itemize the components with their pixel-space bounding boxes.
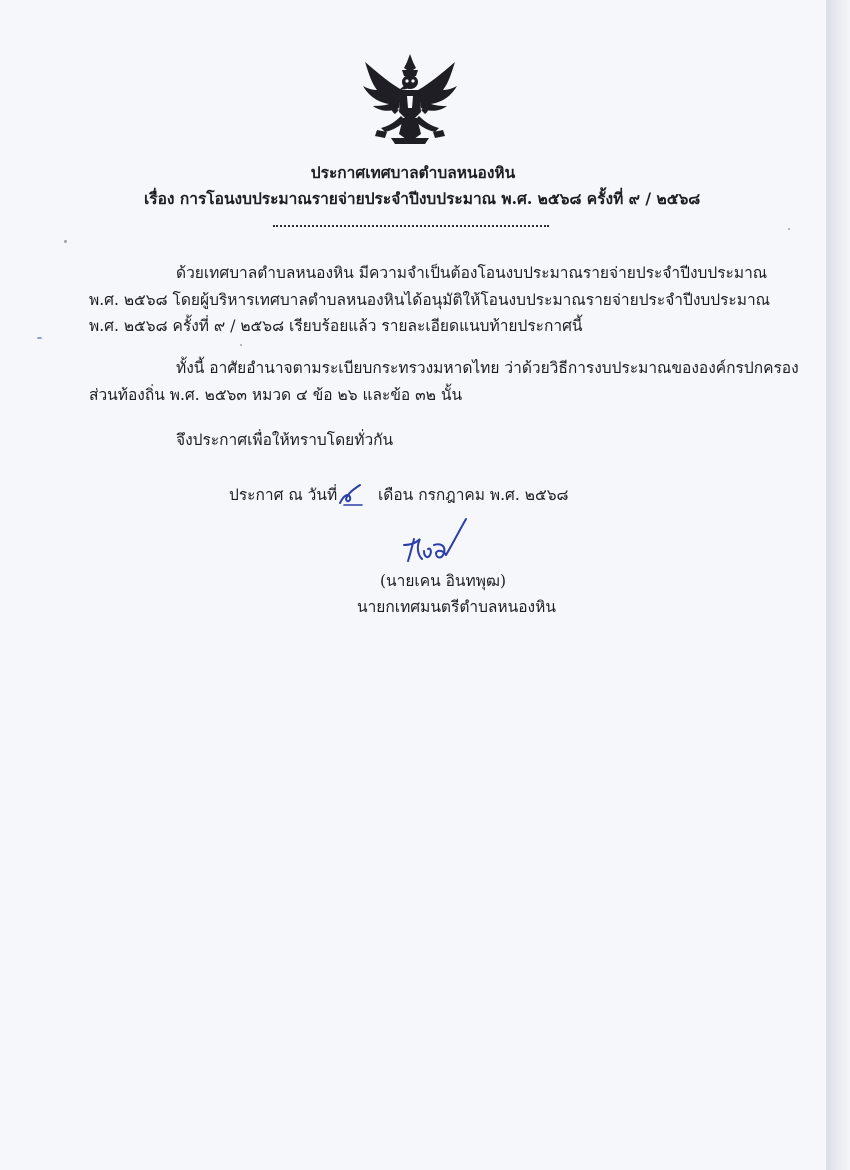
scan-speck: [37, 337, 42, 339]
announcement-subject: เรื่อง การโอนงบประมาณรายจ่ายประจำปีงบประมาณ พ.ศ. ๒๕๖๘ ครั้งที่ ๙ / ๒๕๖๘: [144, 189, 701, 208]
garuda-emblem-icon: [355, 52, 465, 152]
paragraph-1-line-2: พ.ศ. ๒๕๖๘ โดยผู้บริหารเทศบาลตำบลหนองหินได้อนุมัติให้โอนงบประมาณรายจ่ายประจำปีงบประมาณ: [89, 291, 771, 309]
date-suffix: เดือน กรกฎาคม พ.ศ. ๒๕๖๘: [378, 486, 569, 504]
handwritten-signature-icon: [400, 515, 472, 565]
handwritten-day-icon: [336, 481, 366, 511]
paragraph-1-line-3: พ.ศ. ๒๕๖๘ ครั้งที่ ๙ / ๒๕๖๘ เรียบร้อยแล้ว รายละเอียดแนบท้ายประกาศนี้: [89, 317, 583, 335]
signer-position: นายกเทศมนตรีตำบลหนองหิน: [357, 598, 556, 616]
signer-name: (นายเคน อินทพุฒ): [380, 572, 507, 590]
announcement-title: ประกาศเทศบาลตำบลหนองหิน: [310, 163, 516, 182]
scan-speck: [788, 228, 790, 230]
scan-speck: [64, 240, 67, 243]
closing-statement: จึงประกาศเพื่อให้ทราบโดยทั่วกัน: [176, 431, 394, 449]
scan-speck: [240, 344, 242, 346]
date-prefix: ประกาศ ณ วันที่: [229, 486, 338, 504]
scan-margin: [826, 0, 850, 1170]
paragraph-2-line-1: ทั้งนี้ อาศัยอำนาจตามระเบียบกระทรวงมหาดไทย ว่าด้วยวิธีการงบประมาณขององค์กรปกครอง: [176, 359, 799, 377]
paragraph-2-line-2: ส่วนท้องถิ่น พ.ศ. ๒๕๖๓ หมวด ๔ ข้อ ๒๖ และข้อ ๓๒ นั้น: [89, 386, 463, 404]
paragraph-1-line-1: ด้วยเทศบาลตำบลหนองหิน มีความจำเป็นต้องโอนงบประมาณรายจ่ายประจำปีงบประมาณ: [176, 264, 768, 282]
header-divider: [273, 225, 549, 227]
